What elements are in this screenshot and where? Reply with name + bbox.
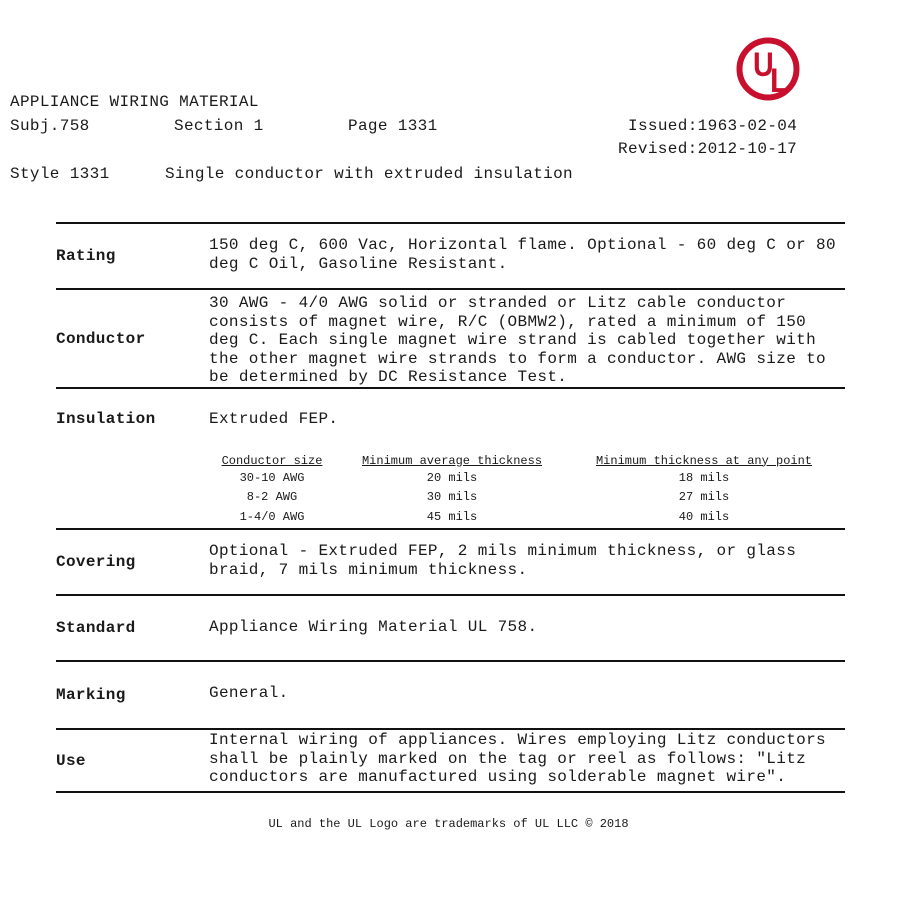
- insulation-content: [209, 389, 843, 528]
- standard-label: Standard: [56, 619, 136, 637]
- avg-thickness-cell: 45 mils: [426, 509, 478, 524]
- thickness-col-header-anypoint: [569, 453, 839, 469]
- spec-row-rating: [56, 222, 845, 288]
- style-description: Single conductor with extruded insulation: [165, 165, 574, 183]
- marking-label: Marking: [56, 686, 126, 704]
- revised-date: Revised:2012-10-17: [618, 140, 798, 158]
- thickness-table-row: [209, 508, 839, 528]
- thickness-col-header-size: [209, 453, 335, 469]
- thickness-table-row: [209, 469, 839, 489]
- avg-thickness-cell: 30 mils: [426, 490, 478, 504]
- spec-row-standard: [56, 594, 845, 660]
- thickness-col-header-size-label: Conductor size: [221, 453, 323, 468]
- min-thickness-cell: 18 mils: [678, 470, 730, 485]
- insulation-label: Insulation: [56, 410, 156, 428]
- subject-number: Subj.758: [10, 117, 90, 135]
- spec-table: [56, 222, 845, 793]
- page-number: Page 1331: [348, 117, 438, 135]
- conductor-text: 30 AWG - 4/0 AWG solid or stranded or Litz cable conductor consists of magnet wire, R/C (OBMW2), rated a minimum of 150 deg C. Each single magnet wire strand is cabled together with the other magnet wire strands to form a conductor. AWG size to be determined by DC Resistance Test.: [209, 294, 826, 386]
- trademark-notice: UL and the UL Logo are trademarks of UL LLC © 2018: [268, 817, 629, 831]
- spec-row-conductor: [56, 288, 845, 387]
- section-number: Section 1: [174, 117, 264, 135]
- ul-logo: [736, 36, 802, 102]
- thickness-table-header-row: [209, 453, 839, 469]
- spec-row-insulation: [56, 387, 845, 528]
- conductor-size-cell: 1-4/0 AWG: [239, 509, 305, 524]
- ul-logo-letter-l: L: [770, 62, 789, 100]
- style-number: Style 1331: [10, 165, 110, 183]
- thickness-table-row: [209, 488, 839, 508]
- conductor-size-cell: 8-2 AWG: [246, 490, 298, 504]
- min-thickness-cell: 40 mils: [678, 509, 730, 524]
- conductor-label: Conductor: [56, 329, 146, 348]
- spec-row-covering: [56, 528, 845, 594]
- standard-text: Appliance Wiring Material UL 758.: [209, 618, 538, 636]
- covering-label: Covering: [56, 553, 136, 571]
- spec-row-use: [56, 728, 845, 791]
- marking-text: General.: [209, 684, 289, 702]
- min-thickness-cell: 27 mils: [678, 490, 730, 504]
- use-label: Use: [56, 751, 86, 770]
- document-title: APPLIANCE WIRING MATERIAL: [10, 93, 259, 111]
- thickness-col-header-anypoint-label: Minimum thickness at any point: [595, 453, 813, 468]
- avg-thickness-cell: 20 mils: [426, 470, 478, 485]
- rating-label: Rating: [56, 247, 116, 265]
- covering-text: Optional - Extruded FEP, 2 mils minimum thickness, or glass braid, 7 mils minimum thickness.: [209, 542, 797, 579]
- ul-logo-letter-u: U: [753, 46, 774, 84]
- rating-text: 150 deg C, 600 Vac, Horizontal flame. Optional - 60 deg C or 80 deg C Oil, Gasoline Resistant.: [209, 236, 836, 273]
- insulation-thickness-table: [209, 453, 839, 528]
- spec-row-marking: [56, 660, 845, 728]
- thickness-col-header-average-label: Minimum average thickness: [361, 453, 543, 468]
- issued-date: Issued:1963-02-04: [628, 117, 798, 135]
- use-text: Internal wiring of appliances. Wires employing Litz conductors shall be plainly marked on the tag or reel as follows: "Litz conductors are manufactured using solderable magnet wire".: [209, 731, 826, 786]
- insulation-text: Extruded FEP.: [209, 410, 339, 428]
- conductor-size-cell: 30-10 AWG: [239, 470, 305, 485]
- thickness-col-header-average: [335, 453, 569, 469]
